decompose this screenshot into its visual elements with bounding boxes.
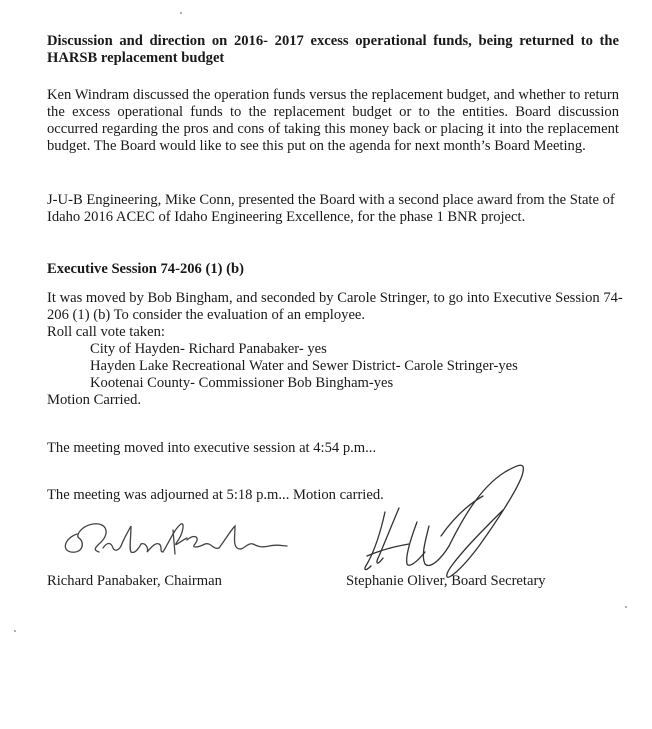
executive-session-time: The meeting moved into executive session at 4:54 p.m... — [47, 440, 377, 456]
section-heading-excess-funds: Discussion and direction on 2016- 2017 excess operational funds, being returned to the HARSB replacement budget — [47, 33, 619, 66]
adjournment-text: The meeting was adjourned at 5:18 p.m... Motion carried. — [47, 487, 384, 503]
section-heading-executive-session: Executive Session 74-206 (1) (b) — [47, 261, 245, 277]
secretary-signature — [345, 452, 535, 587]
chairman-signature — [55, 512, 295, 562]
scan-speck — [180, 12, 182, 14]
scan-speck — [14, 630, 16, 632]
vote-item: City of Hayden- Richard Panabaker- yes — [90, 341, 327, 357]
roll-call-label: Roll call vote taken: — [47, 324, 165, 340]
secretary-name: Stephanie Oliver, Board Secretary — [346, 573, 546, 589]
motion-result: Motion Carried. — [47, 392, 142, 408]
motion-line-1: It was moved by Bob Bingham, and seconded by Carole Stringer, to go into Executive Session 74- — [47, 290, 623, 306]
motion-line-2: 206 (1) (b) To consider the evaluation of an employee. — [47, 307, 366, 323]
vote-item: Hayden Lake Recreational Water and Sewer District- Carole Stringer-yes — [90, 358, 518, 374]
chairman-name: Richard Panabaker, Chairman — [47, 573, 222, 589]
scan-speck — [625, 606, 627, 608]
vote-item: Kootenai County- Commissioner Bob Bingham-yes — [90, 375, 394, 391]
discussion-paragraph: Ken Windram discussed the operation funds versus the replacement budget, and whether to return the excess operational funds to the replacement budget or to the entities. Board discussion occurred regarding the pros and cons of taking this money back or placing it into the replacement budget. The Board would like to see this put on the agenda for next month’s Board Meeting. — [47, 87, 619, 154]
award-paragraph: J-U-B Engineering, Mike Conn, presented the Board with a second place award from the State of Idaho 2016 ACEC of Idaho Engineering Excellence, for the phase 1 BNR project. — [47, 192, 615, 225]
motion-block — [47, 290, 623, 409]
